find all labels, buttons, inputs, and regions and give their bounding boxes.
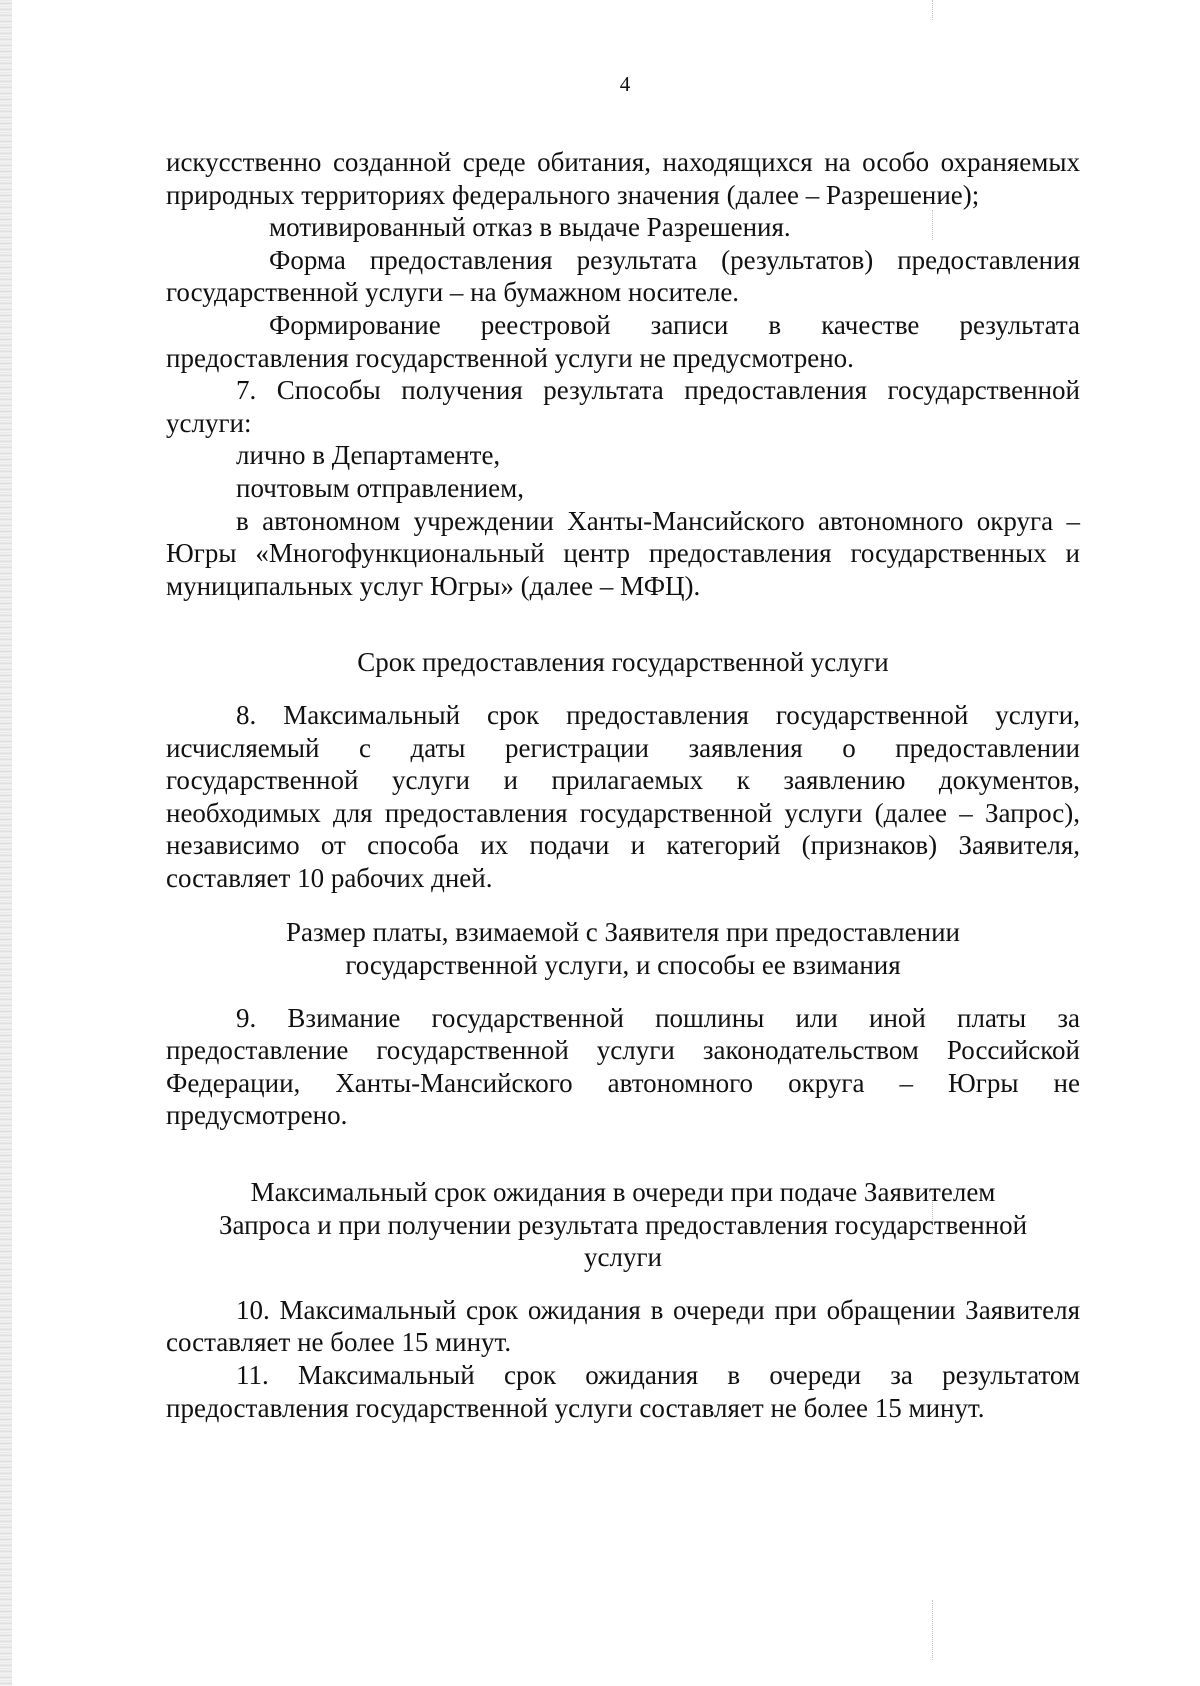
list-item-by-mail: почтовым отправлением,	[236, 472, 524, 503]
spacer	[166, 1132, 1080, 1176]
section-heading-queue-line2: Запроса и при получении результата предоставления государственной	[218, 1209, 1028, 1240]
scan-dots-artifact	[932, 0, 934, 20]
spacer	[166, 1274, 1080, 1294]
scan-edge-artifact	[0, 0, 12, 1686]
document-body	[166, 146, 1080, 1424]
page-number: 4	[619, 72, 631, 96]
paragraph-refusal: мотивированный отказ в выдаче Разрешения.	[269, 212, 791, 243]
paragraph-10-queue-submit: 10. Максимальный срок ожидания в очереди при обращении Заявителя составляет не более 15 минут.	[166, 1294, 1080, 1358]
section-heading-term: Срок предоставления государственной услуги	[357, 647, 889, 678]
section-heading-queue-line3: услуги	[584, 1242, 662, 1273]
list-item-in-person: лично в Департаменте,	[236, 440, 501, 471]
paragraph-7-methods: 7. Способы получения результата предоставления государственной услуги:	[166, 375, 1080, 438]
paragraph-registry-record: Формирование реестровой записи в качестве результата предоставления государственной услуги не предусмотрено.	[166, 309, 1080, 373]
spacer	[166, 679, 1080, 699]
paragraph-result-form: Форма предоставления результата (результатов) предоставления государственной услуги – на бумажном носителе.	[166, 244, 1080, 308]
spacer	[166, 602, 1080, 646]
paragraph-9-fee: 9. Взимание государственной пошлины или иной платы за предоставление государственной услуги законодательством Российской Федерации, Ханты-Мансийского автономного округа – Югры не предусмотрено.	[166, 1002, 1080, 1131]
spacer	[166, 894, 1080, 916]
paragraph-8-max-term: 8. Максимальный срок предоставления государственной услуги, исчисляемый с даты регистрации заявления о предоставлении государственной услуги и прилагаемых к заявлению документов, необходимых для предоставления государственной услуги (далее – Запрос), независимо от способа их подачи и категорий (признаков) Заявителя, составляет 10 рабочих дней.	[166, 699, 1080, 893]
scan-dots-artifact	[932, 1600, 934, 1660]
section-heading-queue-line1: Максимальный срок ожидания в очереди при подаче Заявителем	[250, 1177, 996, 1208]
section-heading-fee-line1: Размер платы, взимаемой с Заявителя при предоставлении	[286, 917, 960, 948]
paragraph-permit-continuation: искусственно созданной среде обитания, находящихся на особо охраняемых природных территориях федерального значения (далее – Разрешение);	[166, 147, 1080, 210]
spacer	[166, 982, 1080, 1002]
list-item-mfc: в автономном учреждении Ханты-Мансийского автономного округа – Югры «Многофункциональный центр предоставления государственных и муниципальных услуг Югры» (далее – МФЦ).	[166, 505, 1080, 601]
paragraph-11-queue-result: 11. Максимальный срок ожидания в очереди за результатом предоставления государственной услуги составляет не более 15 минут.	[166, 1360, 1080, 1423]
section-heading-fee-line2: государственной услуги, и способы ее взимания	[345, 950, 901, 981]
